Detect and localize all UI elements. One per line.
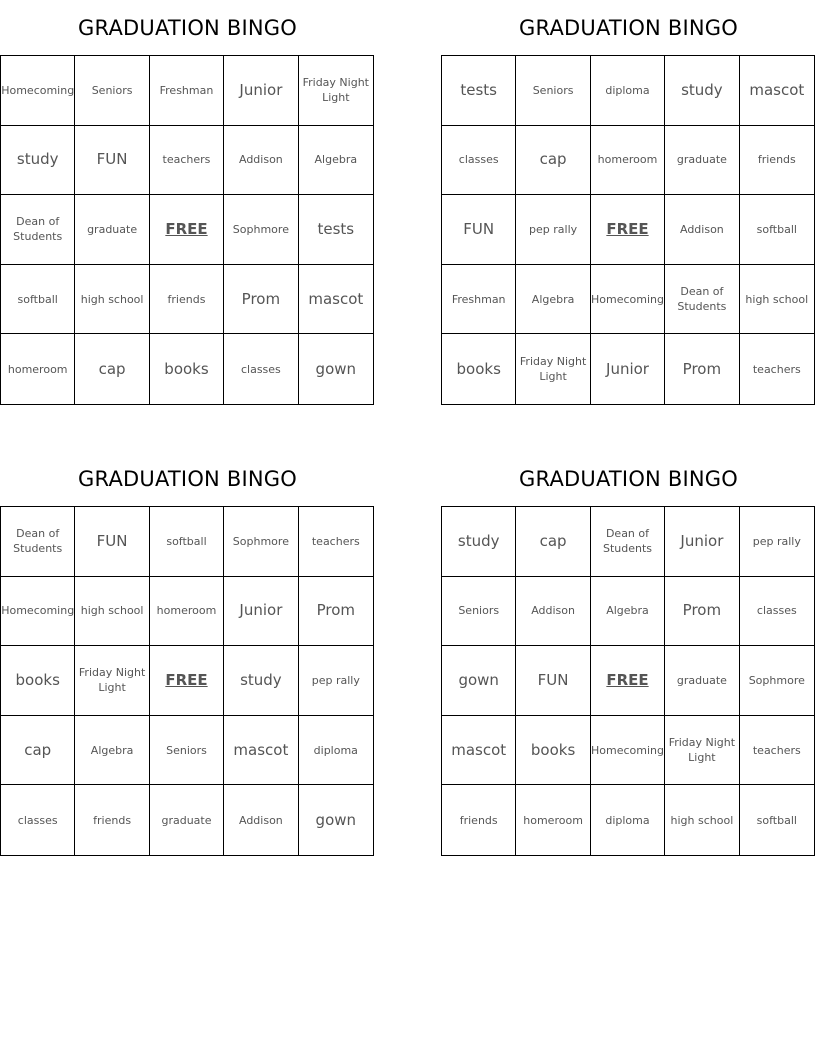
card-title: GRADUATION BINGO: [78, 467, 297, 491]
bingo-cell: Freshman: [442, 265, 516, 335]
bingo-cell: diploma: [591, 785, 665, 855]
bingo-cell: cap: [75, 334, 149, 404]
bingo-cell: cap: [516, 126, 590, 196]
bingo-cell: gown: [315, 810, 357, 829]
bingo-cell: Junior: [224, 577, 298, 647]
bingo-cell: Junior: [224, 56, 298, 126]
bingo-cell: graduate: [150, 785, 224, 855]
bingo-cell: classes: [224, 334, 298, 404]
bingo-cell: Prom: [665, 334, 739, 404]
bingo-cell: softball: [756, 813, 797, 827]
bingo-cell: pep rally: [740, 507, 814, 577]
bingo-cell: softball: [1, 265, 75, 335]
bingo-cell: classes: [1, 785, 75, 855]
bingo-cell: Addison: [224, 126, 298, 196]
bingo-cell: graduate: [665, 646, 739, 716]
bingo-cell: Addison: [665, 195, 739, 265]
bingo-cell: gown: [442, 646, 516, 716]
bingo-cell: Dean of Students: [1, 507, 75, 577]
bingo-cell: mascot: [442, 716, 516, 786]
bingo-cell: Algebra: [591, 577, 665, 647]
bingo-cell: books: [516, 716, 590, 786]
bingo-cell: softball: [740, 195, 814, 265]
bingo-cell: Algebra: [516, 265, 590, 335]
bingo-grid: [441, 55, 815, 405]
bingo-cell: mascot: [740, 56, 814, 126]
bingo-cell: study: [442, 507, 516, 577]
bingo-cell: high school: [740, 265, 814, 335]
bingo-cell: homeroom: [150, 577, 224, 647]
bingo-cell: Dean of Students: [591, 507, 665, 577]
bingo-cell: Friday Night Light: [75, 646, 149, 716]
free-space-cell: FREE: [150, 195, 224, 265]
free-space-cell: FREE: [591, 195, 665, 265]
bingo-cell: friends: [75, 785, 149, 855]
bingo-cell: high school: [665, 785, 739, 855]
card-title: GRADUATION BINGO: [78, 16, 297, 40]
bingo-cell: high school: [75, 265, 149, 335]
bingo-cell: diploma: [591, 56, 665, 126]
bingo-cell: classes: [442, 126, 516, 196]
bingo-cell: FUN: [516, 646, 590, 716]
bingo-cell: Addison: [516, 577, 590, 647]
free-space-cell: FREE: [150, 646, 224, 716]
bingo-cell: books: [150, 334, 224, 404]
bingo-cell: study: [665, 56, 739, 126]
bingo-cell: friends: [442, 785, 516, 855]
bingo-cell: FUN: [75, 126, 149, 196]
bingo-cell: Seniors: [150, 716, 224, 786]
bingo-cell: study: [1, 126, 75, 196]
bingo-cell: Homecoming: [591, 265, 665, 335]
bingo-cell: tests: [299, 195, 373, 265]
bingo-cell: Junior: [665, 507, 739, 577]
bingo-cell: Algebra: [75, 716, 149, 786]
bingo-cell: teachers: [150, 126, 224, 196]
bingo-cell: Prom: [665, 577, 739, 647]
card-title: GRADUATION BINGO: [519, 16, 738, 40]
bingo-cell: Sophmore: [740, 646, 814, 716]
bingo-cell: diploma: [299, 716, 373, 786]
free-space-cell: FREE: [591, 646, 665, 716]
bingo-cell: cap: [1, 716, 75, 786]
bingo-grid: [0, 55, 374, 405]
bingo-cell: Friday Night Light: [516, 334, 590, 404]
bingo-cell: Dean of Students: [665, 265, 739, 335]
bingo-cell: Homecoming: [1, 577, 75, 647]
bingo-cell: mascot: [224, 716, 298, 786]
bingo-cell: pep rally: [516, 195, 590, 265]
bingo-cell: graduate: [75, 195, 149, 265]
bingo-cell: Junior: [591, 334, 665, 404]
bingo-cell: Prom: [299, 577, 373, 647]
bingo-cell: Homecoming: [591, 716, 665, 786]
bingo-cell: Friday Night Light: [665, 716, 739, 786]
bingo-cell: Prom: [224, 265, 298, 335]
bingo-cell: homeroom: [591, 126, 665, 196]
bingo-cell: teachers: [752, 362, 801, 376]
bingo-cell: high school: [75, 577, 149, 647]
bingo-cell: friends: [150, 265, 224, 335]
bingo-cell: graduate: [665, 126, 739, 196]
bingo-grid: [441, 506, 815, 856]
bingo-cell: Algebra: [299, 126, 373, 196]
bingo-cell: Seniors: [516, 56, 590, 126]
bingo-cell: friends: [740, 126, 814, 196]
bingo-cell: Seniors: [75, 56, 149, 126]
bingo-cell: tests: [442, 56, 516, 126]
bingo-cell: homeroom: [516, 785, 590, 855]
bingo-cell: study: [224, 646, 298, 716]
bingo-cell: FUN: [442, 195, 516, 265]
bingo-cell: Sophmore: [224, 195, 298, 265]
bingo-cell: softball: [150, 507, 224, 577]
bingo-cell: gown: [315, 359, 357, 378]
bingo-cell: Freshman: [150, 56, 224, 126]
bingo-cell: pep rally: [299, 646, 373, 716]
bingo-cell: cap: [516, 507, 590, 577]
bingo-cell: Seniors: [442, 577, 516, 647]
bingo-cell: Homecoming: [1, 56, 75, 126]
bingo-cell: homeroom: [1, 334, 75, 404]
card-title: GRADUATION BINGO: [519, 467, 738, 491]
bingo-cell: classes: [740, 577, 814, 647]
bingo-cell: books: [1, 646, 75, 716]
bingo-cell: FUN: [75, 507, 149, 577]
bingo-cell: Addison: [224, 785, 298, 855]
bingo-cell: Friday Night Light: [299, 56, 373, 126]
bingo-cell: Sophmore: [224, 507, 298, 577]
bingo-cell: teachers: [740, 716, 814, 786]
bingo-cell: Dean of Students: [1, 195, 75, 265]
bingo-grid: [0, 506, 374, 856]
bingo-cell: mascot: [299, 265, 373, 335]
bingo-cell: books: [442, 334, 516, 404]
bingo-cell: teachers: [299, 507, 373, 577]
